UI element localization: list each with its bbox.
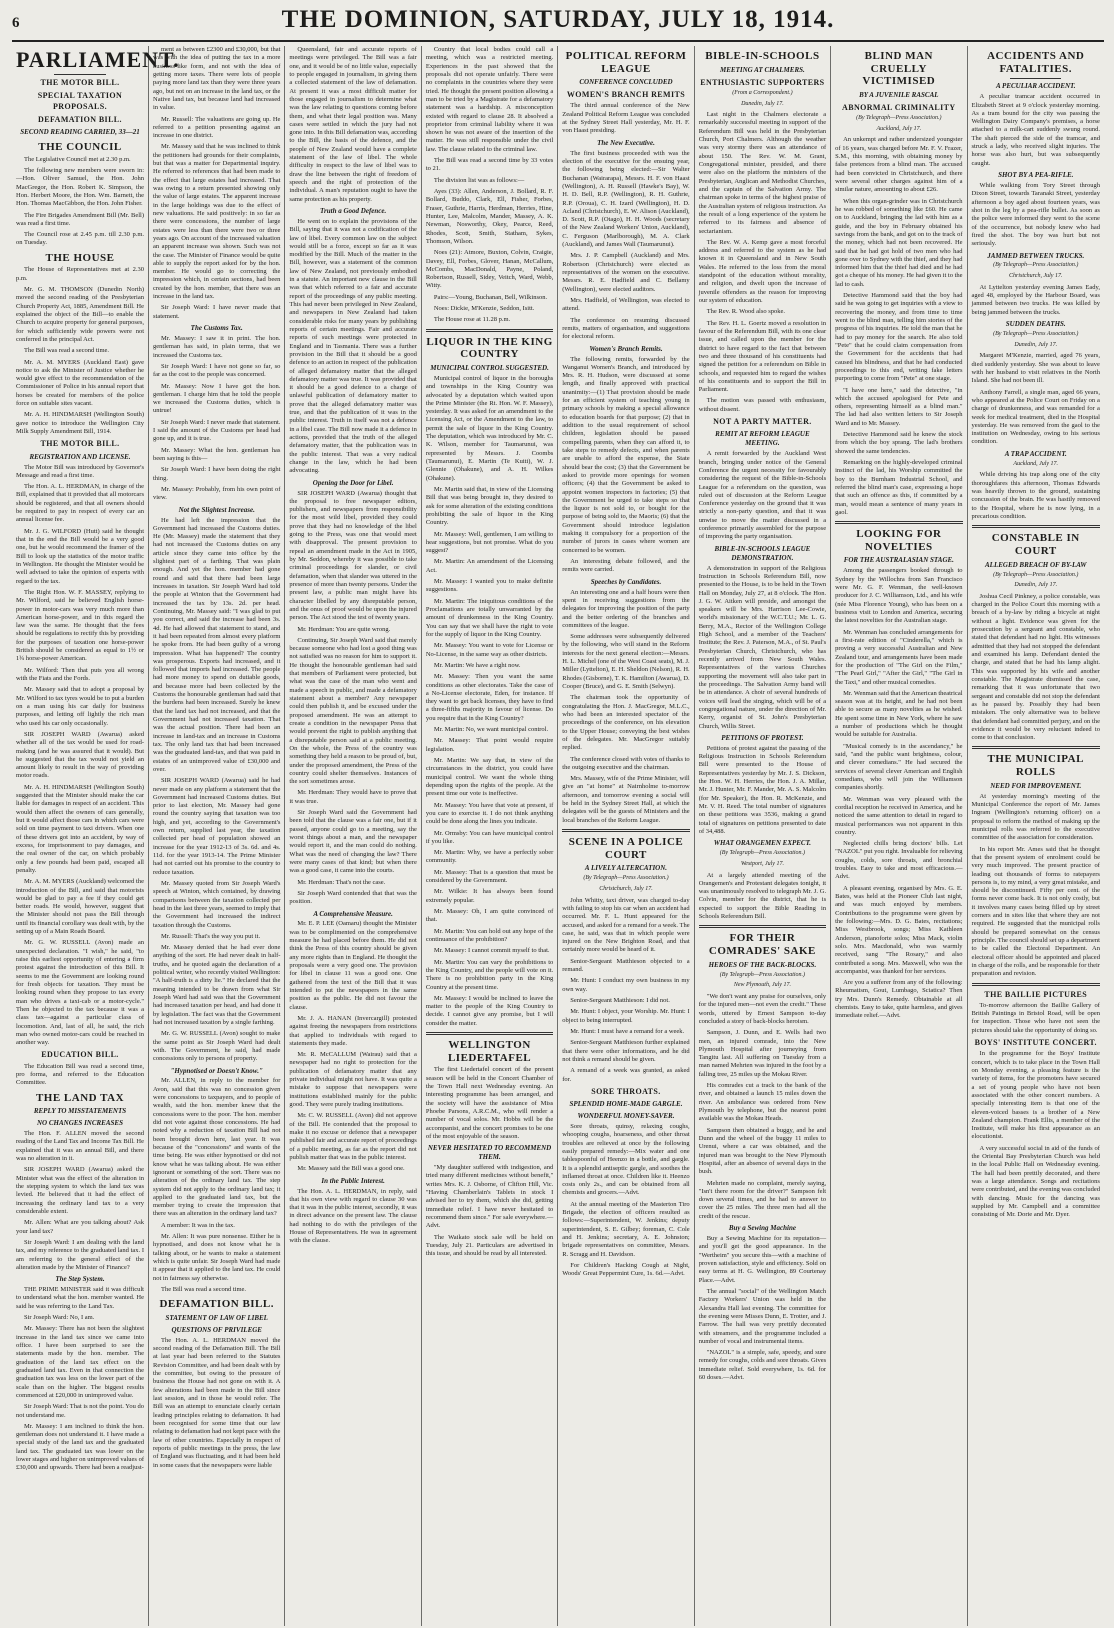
paragraph: Queensland, fair and accurate reports of meetings were privileged. The Bill was a fair one, and it would be of no little value, especially to people engaged in journalism, in giving them a collected statement of the law of defamation. At present it was a most difficult matter for those engaged in journalism to determine what was the law relating to questions coming before them, and what their legal position was. Many cases were settled in which the jury had not gone into. In this Bill defamation was, according to the Bill, the basis of the defence, and the people of New Zealand would have a complete statement of the law of libel. The whole difficulty in respect to the law of libel was to draw the line between the right of freedom of speech and the right of protection of the individual. A man's reputation ought to have the same protection as his property. — [289, 46, 417, 203]
page-number: 6 — [12, 15, 20, 31]
paragraph: The Waikato stock sale will be held on Tuesday, July 21. Particulars are advertised in this issue, and should be read by all interested. — [425, 1233, 554, 1258]
paragraph: Mr. Massey: I cannot commit myself to that. — [433, 947, 550, 955]
paragraph: Mr. Martin: The iniquitous conditions of the Proclamations are totally unwarranted by the amount of drunkenness in the King Country. You can say that we shall have the right to vote for the supply of liquor in the King Country. — [425, 597, 554, 638]
paragraph: "NAZOL" is a simple, safe, speedy, and sure remedy for coughs, colds and sore throats. Gives immediate relief. Sold everywhere, 1s. 6d. for 60 doses.—Advt. — [698, 1349, 827, 1382]
headline-police-court: SCENE IN A POLICE COURT — [568, 836, 684, 861]
parliament-headline: PARLIAMENT. — [16, 47, 180, 72]
paragraph: Senior-Sergeant Matthieson further explained that there were other informations, and he did not think a remand should be given. — [562, 1039, 690, 1063]
paragraph: His comrades cut a track to the bank of the river, and obtained a launch 15 miles down the river. An ambulance was ordered from New Plymouth by telephone, but the nearest point available was the Mokau Heads. — [698, 1082, 827, 1123]
paragraph: Sir Joseph Ward: I have not gone so far, so far as the cost to the people was concerned. — [153, 362, 281, 379]
paragraph: Sampson then obtained a buggy, and he and Dunn and the wheel of the buggy 11 miles to Urenui, where a car was obtained, and the injured man was brought to the New Plymouth Hospital, after an absence of several days in the bush. — [698, 1126, 827, 1176]
paragraph: ment as between £2300 and £30,000, but that was with the idea of putting the tax in a more business-like form, and not with the idea of getting more taxes. There were lots of people paying more land tax than they were three years ago, but not on an increase in the land tax, or the Native land tax, but because land had increased in value. — [153, 46, 281, 112]
paragraph: Mr. Massey: I wanted you to make definite suggestions. — [425, 578, 554, 594]
headline-comrades-sake: FOR THEIR COMRADES' SAKE — [708, 932, 816, 958]
paragraph: Mr. Wilford: Then that puts you all wrong with the Fiats and the Fords. — [16, 666, 144, 683]
section-head-education: EDUCATION BILL. — [41, 1050, 119, 1060]
paragraph: "I have one here," said the detective, "in which the accused apologised for Pete and others, representing himself as a blind man." The lad had also written letters to Sir Joseph Ward and to Mr. Massey. — [835, 386, 963, 427]
paragraph: Sir Joseph Ward said the Government had been told that the clause was a fair one, but if it passed, anyone could go to a meeting, say the worst things about a man, and the newspaper would report it, and the man could do nothing. What was the need of changing the law? There were many cases of that kind; but when there was a good case, it came into the courts. — [289, 809, 417, 875]
paragraph: Mr. Hunt: I must have a remand for a week. — [570, 1027, 685, 1035]
paragraph: The House of Representatives met at 2.30 p.m. — [16, 266, 144, 282]
press-credit: (By Telegraph—Press Association.) — [856, 115, 942, 122]
paragraph: Mr. Hunt: I conduct my own business in my own way. — [562, 977, 690, 993]
column-1 — [12, 46, 180, 1626]
paragraph: In the programme for the Boys' Institute concert, which is to take place in the Town Hall on Monday evening, a pleasing feature is the variety of items, for the promoters have secured a set of young people who have not been associated with the other concert numbers. A specially interesting item is that one of the eleven-voiced basses is a brother of a New Zealand champion. Frank Ellis, a member of the Institute, will make his first appearance as an elocutionist. — [971, 1050, 1100, 1141]
paragraph: The Hon. A. L. HERDMAN moved the second reading of the Defamation Bill. The Bill at last year had been referred to the Statutes Revision Committee, and had been dealt with by the committee, but owing to the pressure of business the House had not gone on with it. A few alterations had been made in the Bill since last session, and in those he would refer. The Bill was an attempt to enunciate clearly certain leading principles relating to defamation. It had been recognised for some time that our law relating to defamation had not kept pace with the law of other countries. Especially in respect of reports of public meetings in the press, the law of England was fluctuating, and it had been held in some cases that the newspapers were liable — [153, 1336, 281, 1469]
subhead-never-hesitated: NEVER HESITATED TO RECOMMEND THEM. — [427, 1144, 552, 1162]
paragraph: Country that local bodies could call a meeting, which was a restricted meeting. Experiences in the past showed that the proposals did not operate unfairly. There were no complaints in the countries where they were tried. He thought the present position allowing a man to be tried by a Magistrate for a defamatory statement was a hardship. A misconception existed with regard to clause 28. It absolved a proprietor from criminal liability where it was shown he was not aware of the insertion of the matter. He was still responsible under the civil law. The clause related to the criminal law. — [425, 46, 554, 153]
paragraph: Detective Hammond said he knew the stock from which the boy sprang. The lad's brothers showed the same tendencies. — [835, 431, 963, 455]
paragraph: The annual "social" of the Wellington Match Factory Workers' Union was held in the Alexandra Hall last evening. The committee for the evening were Misses Dunn, E. Trotter, and J. Farrow. The hall was very prettily decorated with streamers, and the programme included a number of vocal and instrumental items. — [698, 1287, 827, 1345]
paragraph: An unkempt and rather undersized youngster of 16 years, was charged before Mr. F. V. Frazer, S.M., this morning, with obtaining money by false pretences from a blind man. The accused had been convicted in Christchurch, and there were several other charges against him of a similar nature, amounting to about £26. — [835, 136, 963, 194]
paragraph: The Bill was read a second time. — [161, 1285, 247, 1293]
paragraph: Mr. J. A. HANAN (Invercargill) protested against freeing the newspapers from restrictions that applied to individuals with regard to statements they made. — [289, 1014, 417, 1047]
paragraph: Neglected chills bring doctors' bills. Let "NAZOL" put you right. Invaluable for relieving coughs, colds, sore throats, and bronchial troubles. Easy to take and most efficacious.—Advt. — [835, 840, 963, 881]
paragraph: Mr. Massey: That point would require legislation. — [425, 737, 554, 753]
paragraph: "My daughter suffered with indigestion, and tried many different medicines without benefit," writes Mrs. K. J. Osborne, of Clifton Hill, Vic. "Having Chamberlain's Tablets in stock I advised her to try them, which she did, getting immediate relief. I have never hesitated to recommend them since." For sale everywhere.—Advt. — [425, 1164, 554, 1230]
paragraph: Mr. Ormsby: You can have municipal control if you like. — [425, 829, 554, 845]
subhead-remit: REMIT AT REFORM LEAGUE MEETING. — [715, 430, 810, 448]
paragraph: Sir Joseph Ward: That is not the point. You do not understand me. — [16, 1403, 144, 1419]
subhead-privilege: QUESTIONS OF PRIVILEGE — [171, 1325, 262, 1334]
paragraph: Mr. Massey: You want to vote for License or No-License, in the same way as other districts. — [425, 642, 554, 658]
paragraph: Mr. G. W. RUSSELL (Avon) sought to make the same point as Sir Joseph Ward had dealt with. The Government, he said, had made concessions only to persons of property. — [153, 1030, 281, 1063]
paragraph: Mr. Massey: There has not been the slightest increase in the land tax since we came into office. I have been surprised to see the statements made by the hon. member. The graduation of the land tax effect on the graduated land tax. Even in that connection the graduation tax was less on the lower part of the scale than on the higher. The biggest results commenced at £20,000 in unimproved value. — [16, 1325, 144, 1399]
paragraph: Mrs. Hadfield, of Wellington, was elected to attend. — [562, 296, 690, 313]
paragraph: Mr. Martin: We say that, in view of the circumstances in the district, you could have municipal control. We want the whole thing depending upon the rights of the people. At the present time our vote is ineffective. — [425, 757, 554, 798]
paragraph: The Legislative Council met at 2.30 p.m. — [24, 155, 131, 163]
paragraph: Mehrten made no complaint, merely saying, "Isn't there room for the driver?" Sampson felt down several times, and he had to answer to cover the 25 miles. The three men had all the credit of the rescue. — [698, 1179, 827, 1220]
paragraph: The Education Bill was read a second time, pro forma, and referred to the Education Committee. — [16, 1062, 144, 1087]
paragraph: For Children's Hacking Cough at Night, Woods' Great Peppermint Cure, 1s. 6d.—Advt. — [562, 1261, 690, 1278]
paragraph: Mr. Massey: You have that vote at present, if you care to exercise it. I do not think anything could be done along the lines you indicate. — [425, 801, 554, 826]
paragraph: Sir Joseph Ward: I have never made that statement. — [153, 304, 281, 320]
subhead-womens-remits: Women's Branch Remits. — [589, 344, 663, 353]
paragraph: The third annual conference of the New Zealand Political Reform League was concluded at the Sydney Street Hall yesterday, Mr. H. F. von Haast presiding. — [562, 102, 690, 135]
subhead-jammed: JAMMED BETWEEN TRUCKS. — [987, 251, 1085, 260]
subhead-juvenile-rascal: BY A JUVENILE RASCAL — [859, 90, 939, 99]
press-credit: (By Telegraph—Press Association.) — [719, 850, 806, 857]
paragraph: The Bill was read a second time by 33 votes to 21. — [425, 157, 554, 173]
paragraph: SIR JOSEPH WARD (Awarua) asked the Minister what was the effect of the alteration in the stepping system to which the land tax was levied. He believed that it had the effect of increasing the ordinary land tax to a very considerable extent. — [16, 1166, 144, 1215]
paragraph: Mr. Allen: It was pure nonsense. Either he is hypnotised, and does not know what he is talking about, or he wants to make a statement which is quite unfair. Sir Joseph Ward had made it appear that it applied to the land tax. He could not in fairness say otherwise. — [153, 1233, 281, 1282]
paragraph: The Rev. W. A. Kemp gave a most forceful address and referred to the system as he had known it in Queensland and in New South Wales. He referred to the loss from the moral standpoint of the education without morality, and religion, and dwelt upon the increase of juvenile offenders as the reason for improving our system of education. — [698, 238, 827, 305]
subhead-peculiar-accident: A PECULIAR ACCIDENT. — [996, 82, 1076, 91]
paragraph: Mr. Massey: Probably, from his own point of view. — [153, 485, 281, 502]
headline-boys-institute: BOYS' INSTITUTE CONCERT. — [974, 1038, 1097, 1048]
paragraph: Continuing, Sir Joseph Ward said that merely because someone who had lost a good thing was not satisfied was no reason for him to support it. He thought the honourable gentleman had said that members of Parliament were protected, but what was the case of the man who went and made a speech in public, and made a defamatory statement about a member? Any newspaper could then publish it, and be excused under the proposed amendment. He was an attempt to create a condition in the newspaper Press that would prevent the right to publish anything that a disreputable person said at a public meeting. On the whole, the Press of the country was something they held a reason to be proud of, but, under the proposed amendment, the Press of the country could shelter themselves. Instances of the sort sometimes arose. — [289, 636, 417, 786]
headline-political-reform: POLITICAL REFORM LEAGUE — [565, 50, 687, 75]
paragraph: The House rose at 11.28 p.m. — [433, 316, 511, 324]
dateline: Dunedin, July 17. — [741, 100, 784, 107]
dateline: Christchurch, July 17. — [1009, 273, 1063, 280]
paragraph: Among the passengers booked through to Sydney by the Willochra from San Francisco were Mr. G. F. Wenman, the well-known producer for J. C. Williamson, Ltd., and his wife (née Miss Florence Young), who has been on a business visit to London and America, securing the latest novelties for the Australian stage. — [835, 567, 963, 625]
dateline: Christchurch, July 17. — [599, 885, 653, 892]
column-3 — [285, 46, 421, 1626]
paragraph: Some addresses were subsequently delivered by the following, who will stand in the Reform interests for the next general election:—Messrs. H. L. Michel (one of the West Coast seats), M. J. Miller (Lyttelton), E. H. Sheldon (Nelson), R. H. Rhodes (Gisborne), T. K. Hamilton (Awarua), D. Cooper (Bruce), and G. E. Smith (Selwyn). — [562, 633, 690, 691]
press-credit: (By Telegraph—Press Association.) — [583, 875, 669, 882]
section-head-motor-bill: THE MOTOR BILL. — [40, 439, 120, 449]
paragraph: Mr. Massey said that to adopt a proposal by Mr. Wilford to tax tyres would be to put a burden on a man using his car daily for business purposes, and letting off lightly the rich man who used his car only occasionally. — [16, 686, 144, 727]
paragraph: Mr. R. McCALLUM (Wairau) said that a newspaper had no right to protection for the publication of defamatory matter that any private individual might not have. It was quite a mistake to suppose that newspapers were institutions established mainly for the public good. They were purely trading institutions. — [289, 1051, 417, 1109]
dateline: Dunedin, July 17. — [1014, 341, 1058, 348]
paragraph: A remand of a week was granted, as asked for. — [562, 1067, 690, 1083]
subhead-law-of-libel: STATEMENT OF LAW OF LIBEL — [165, 1313, 268, 1322]
paragraph: Mr. Massey: That is a question that must be considered by the Government. — [425, 868, 554, 885]
ad-subhead-money-saver: WONDERFUL MONEY-SAVER. — [577, 1112, 675, 1121]
paragraph: Mr. Wenman said that the American theatrical season was at its height, and he had not been able to secure as many novelties as he wished. He spent some time in New York, where he saw a number of productions which he thought would be suitable for Australia. — [835, 689, 963, 739]
paragraph: The chairman took the opportunity of congratulating the Hon. J. MacGregor, M.L.C., who had been an interested spectator of the proceedings of the conference, on his elevation to the Upper House; conveying the best wishes of the delegates. Mr. MacGregor suitably replied. — [562, 694, 690, 752]
paragraph: "We don't want any praise for ourselves, only for the injured men—not even the credit." These words, uttered by Ernest Sampson to-day concluded a story of back-blocks heroism. — [698, 992, 827, 1025]
paragraph: A member: It was in the tax. — [161, 1221, 235, 1229]
press-credit: (By Telegraph—Press Association.) — [993, 262, 1079, 269]
paragraph: The division list was as follows:— — [433, 176, 525, 184]
press-credit: (From a Correspondent.) — [732, 89, 793, 96]
paragraph: Mr. Martin: Why, we have a perfectly sober community. — [425, 849, 554, 865]
column-2 — [149, 46, 285, 1626]
headline-novelties: LOOKING FOR NOVELTIES — [856, 528, 942, 553]
paragraph: Sir Joseph Ward: I never made that statement. I said the amount of the Customs per head had gone up, and it is true. — [153, 418, 281, 443]
subhead-second-reading: SECOND READING CARRIED, 33—21 — [20, 128, 140, 137]
paragraph: Remarking on the highly-developed criminal instinct of the lad, his Worship committed the boy to the Burnham Industrial School, and referred the blind man's case, expressing a hope that such an offence as this, if committed by a man, would mean a sentence of many years in gaol. — [835, 459, 963, 516]
subhead-conference: CONFERENCE CONCLUDED — [579, 78, 673, 87]
paragraph: At a largely attended meeting of the Orangemen's and Protestant delegates tonight, it was unanimously resolved to telegraph Mr. J. G. Colvin, member for the district, that he is expected to support the Bible Reading in Schools Referendum Bill. — [698, 871, 827, 921]
paragraph: A demonstration in support of the Religious Instruction in Schools Referendum Bill, now presented to the House, is to be held in the Town Hall on Monday, July 27, at 8 o'clock. The Hon. J. G. W. Aitken will preside, and amongst the speakers will be Mrs. Harrison Lee-Cowie, world's missionary of the W.C.T.U.; Mr. L. G. Berry, M.A., Rector of the Wellington College High School, and a member of the Teachers' Institute; the Rev. J. Paterson, M.A., of St. Paul's Presbyterian Church, Christchurch, who has recently arrived from New South Wales. Representatives of the various Churches supporting the movement will also take part in the proceedings. The Salvation Army band will be in attendance. A choir of several hundreds of voices will lead the singing, which will be of a congregational nature, under the direction of Mr. Kerry, organist of St. John's Presbyterian Church, Willis Street. — [698, 564, 827, 730]
paragraph: Mr. ALLEN, in reply to the member for Avon, said that this was no concession given were concessions to taxpayers, and to people of wealth, said the hon. member knew that the concessions were to the poor. The hon. member did not vote against those concessions. He had noted why a reduction of taxation Bill had not been brought down here, last year. It was because of the "concessions" and wants of the time being. He was either hypnotised or did not know what he was talking about. He was either ignorant or something of the sort. There was no alteration of the ordinary land tax. The step system did not apply to the ordinary land tax; it applied to the graduated land tax, but the member trying to create the impression that there was an alteration in the ordinary land tax? — [153, 1077, 281, 1218]
paragraph: Mr. Herdman: They would have to prove that it was true. — [289, 789, 417, 805]
paragraph: A remit forwarded by the Auckland West branch, bringing under notice of the General Conference the urgent necessity for favourably considering the request of the Bible-in-Schools League for a referendum on the question, was ruled out of discussion at the Reform League Conference yesterday on the ground that it was strictly a non-party question, and that it was unwise to move the matter discussed in a conference primarily assembled for the purpose of improving the party organisation. — [698, 450, 827, 541]
paragraph: Ayes (33): Allen, Anderson, J. Bollard, R. F. Bollard, Buddo, Clark, Ell, Fisher, Forbes, Fraser, Guthrie, Harris, Herdman, Herries, Hine, Hunter, Lee, Malcolm, Mander, Massey, A. K. Newman, Nosworthy, Okey, Pearce, Reed, Rhodes, Scott, Smith, Statham, Sykes, Thomson, Wilson. — [425, 188, 554, 245]
subhead-taxation: SPECIAL TAXATION PROPOSALS. — [37, 91, 123, 111]
paragraph: While driving his trap along one of the city thoroughfares this afternoon, Thomas Edwards was heavily thrown to the ground, sustaining concussion of the brain. He was hastily removed to the Hospital, where he is now lying, in a precarious condition. — [971, 471, 1100, 520]
subhead-improvement: NEED FOR IMPROVEMENT. — [990, 781, 1082, 790]
paragraph: Mr. Hunt: I object, your Worship. Mr. Hunt: I object to being interrupted. — [562, 1008, 690, 1024]
section-head-house: THE HOUSE — [45, 251, 115, 264]
section-head-land-tax: THE LAND TAX — [35, 1091, 125, 1104]
subhead-australasian-stage: FOR THE AUSTRALASIAN STAGE. — [843, 556, 954, 565]
paragraph: Mr. E. P. LEE (Oamaru) thought the Minister was to be complimented on the comprehensive measure he had placed before them. He did not think the Press of this country should be given any more rights than in England. He thought the proposals were a very good one. The provision for libel in clause 11 was a good one. One gathered from the text of the Bill that it was intended to put the newspapers in the same position as the public. He did not favour the clause. — [289, 920, 417, 1011]
press-credit: (By Telegraph—Press Association.) — [719, 971, 806, 978]
paragraph: Are you a sufferer from any of the following: Rheumatism, Gout, Lumbago, Sciatica? Then try Mrs. Dunn's Remedy. Obtainable at all chemists. Easy to take, quite harmless, and gives immediate relief.—Advt. — [835, 979, 963, 1020]
paragraph: The conference closed with votes of thanks to the outgoing executive and the chairman. — [562, 755, 690, 771]
paragraph: The Right Hon. W. F. MASSEY, replying to Mr. Wilford, said he believed English horse-power in motor-cars was very much more than American horse-power, and in this regard the law was the same. He thought that the fees should be regulations to rectify this by providing for the purposes of taxation one horse-power British should be considered as equal to 1½ or 1¾ horse-power American. — [16, 588, 144, 663]
paragraph: Mr. Massey: I saw it in print. The hon. gentleman has said, in plain terms, that we increased the Customs tax. — [153, 334, 281, 359]
section-head-council: THE COUNCIL — [38, 140, 122, 153]
subhead-orangemen: WHAT ORANGEMEN EXPECT. — [713, 839, 811, 848]
subhead-demonstration: BIBLE-IN-SCHOOLS LEAGUE DEMONSTRATION. — [714, 544, 811, 562]
subhead-womens-branch: WOMEN'S BRANCH REMITS — [566, 90, 686, 100]
paragraph: Mr. A. H. HINDMARSH (Wellington South) gave notice to introduce the Wellington City Milk Supply Amendment Bill, 1914. — [16, 411, 144, 436]
paragraph: Mrs. Massey, wife of the Prime Minister, will give an "at home" at Nairnholme to-morrow afternoon, and tomorrow evening a social will be held in the Sydney Street Hall, at which the delegates will be the guests of Ministers and the local branches of the Reform League. — [562, 775, 690, 824]
paragraph: Mr. G. W. RUSSELL (Avon) made an unexpected declaration. "I wish," he said, "to raise this earliest opportunity of entering a firm protest against the introduction of this Bill. It seems to me the Government are looking round for fresh objects for taxation. They must be looking round when they propose to tax every man who drives a taxi-cab or a motor-cycle." Then he objected to the tax because it was a class tax—against a particular class of locomotion. And, last of all, he said, the rich man who owned motor-cars could be reached in another way. — [16, 939, 144, 1047]
paragraph: Mr. Herdman: You are quite wrong. — [297, 625, 391, 633]
paragraph: The Fire Brigades Amendment Bill (Mr. Bell) was read a first time. — [16, 211, 144, 227]
paragraph: Mr. Massey: I would be inclined to leave the matter to the people of the King Country to decide. I cannot give any promise, but I will consider the matter. — [425, 994, 554, 1027]
subhead-defamation: DEFAMATION BILL. — [38, 114, 122, 124]
paragraph: Mr. Massey quoted from Sir Joseph Ward's speech at Winton, which contained, by drawing comparisons between the taxation collected per head in the last three years, seemed to imply that the Government had increased the indirect taxation through the Customs. — [153, 879, 281, 929]
paragraph: Sir Joseph Ward: I am dealing with the land tax, and my reference to the graduated land tax. I am referring to the general effect of the alteration made by the Minister of Finance? — [16, 1238, 144, 1271]
subhead-truth-defence: Truth a Good Defence. — [320, 206, 387, 215]
paragraph: Mr. Massey: Now I have got the hon. gentleman. I charge him that he told the people we increased the Customs duties, which is untrue! — [153, 382, 281, 415]
dateline: Westport, July 17. — [740, 860, 784, 867]
paragraph: Buy a Sewing Machine for its reputation—and you'll get the good appearance. In the "Wertheim" you secure this—with a machine of proven satisfaction, style and efficiency. Sold on easy terms at H. G. Wellington, 89 Courtenay Place.—Advt. — [698, 1235, 827, 1284]
paragraph: At Lyttelton yesterday evening James Eady, aged 48, employed by the Harbour Board, was jammed between two trucks. He was killed by being jammed between the trucks. — [971, 283, 1100, 316]
subhead-new-executive: The New Executive. — [597, 138, 655, 147]
paragraph: Mr. Martin: An amendment of the Licensing Act. — [425, 558, 554, 574]
paragraph: The first Liedertafel concert of the present season will be held in the Concert Chamber of the Town Hall next Wednesday evening. An interesting programme has been arranged, and the society will have the assistance of Miss Phoebe Parsons, A.R.C.M., who will render a number of vocal solos. Mr. Hobbs will be the accompanist, and the concert promises to be one of the most enjoyable of the season. — [425, 1066, 554, 1140]
paragraph: Mr. Martin said that, in view of the Licensing Bill that was being brought in, they desired to ask for some alteration of the existing conditions prohibiting the sale of liquor in the King Country. — [425, 485, 554, 527]
paragraph: Mr. Massey: Oh, I am quite convinced of that. — [425, 908, 554, 924]
paragraph: Mr. Massey denied that he had ever done anything of the sort. He had never dealt in half-truths, and he quoted again the declaration of a political writer, who recently visited Wellington: "A half-truth is a dirty lie." He declared that the meaning intended to be drawn from what Sir Joseph Ward had said was that the Government had increased taxation per head, and had done it by legislation. The fact was that the Government had not increased taxation by a single farthing. — [153, 944, 281, 1026]
ad-head-sore-throats: SORE THROATS. — [591, 1086, 661, 1096]
subhead-by-law: ALLEGED BREACH OF BY-LAW — [985, 560, 1087, 569]
dateline: Auckland, July 17. — [1013, 460, 1059, 467]
column-6 — [695, 46, 831, 1626]
subhead-registration: REGISTRATION AND LICENSE. — [29, 452, 131, 461]
subhead-party-matter: NOT A PARTY MATTER. — [713, 417, 812, 427]
paragraph: Sir Joseph Ward contended that that was the position. — [289, 889, 417, 906]
paragraph: The Hon. F. ALLEN moved the second reading of the Land Tax and Income Tax Bill. He explained that it was an annual Bill, and there was no alteration in it. — [16, 1130, 144, 1163]
paragraph: The Council rose at 2.45 p.m. till 2.30 p.m. on Tuesday. — [16, 231, 144, 247]
paragraph: Mr. Massey said that he was inclined to think the petitioners had grounds for their complaints, but that was a matter for Departmental inquiry. He referred to references that had been made to the effect that large estates had increased. That was owing to a return presented showing only the value of large estates. The apparent increase in the large holdings was due to the effect of new valuations. He said positively: in so far as there were concessions, the number of large estates were less than there were two or three years ago. On account of the increased valuation an apparent increase was shown. Such was not the case. The Minister of Finance would be quite able to supply the report asked for by the hon. member. He would go to correcting the impression which, in certain sections, had been created by the hon. member, that there was an increase in the land tax. — [153, 143, 281, 301]
subhead-misstatements: REPLY TO MISSTATEMENTS — [33, 1107, 127, 1116]
paragraph: Mr. Martin: No, we want municipal control. — [433, 726, 549, 734]
subhead-step-system: The Step System. — [55, 1275, 105, 1284]
headline-constable: CONSTABLE IN COURT — [991, 532, 1080, 557]
headline-accidents: ACCIDENTS AND FATALITIES. — [987, 50, 1085, 75]
paragraph: John Whitty, taxi driver, was charged to-day with failing to stop his car when an accident had occurred. Mr. F. L. Hunt appeared for the accused, and asked for a remand for a week. The case, he said, was that in which people were injured on the New Brighton Road, and that certainly more would be heard of it. — [562, 896, 690, 954]
paragraph: The conference on resuming discussed remits, matters of organisation, and suggestions for electoral reform. — [562, 316, 690, 341]
subhead-slightest-increase: Not the Slightest Increase. — [178, 505, 255, 514]
paragraph: A very successful social in aid of the funds of the Oriental Bay Presbyterian Church was held in the local Public Hall on Wednesday evening. The hall had been prettily decorated, and there was a large attendance. Songs and recitations were contributed, and the evening was concluded with dancing. Music for the dancing was supplied by Mr. Campbell and a committee consisting of Mr. Dorie and Mr. Dyer. — [971, 1144, 1100, 1219]
headline-blind-man: BLIND MAN CRUELLY VICTIMISED — [862, 50, 936, 88]
paragraph: Pairs:—Young, Buchanan, Bell, Wilkinson. — [433, 293, 548, 301]
subhead-back-blocks: HEROES OF THE BACK-BLOCKS. — [708, 960, 817, 969]
section-head-defamation: DEFAMATION BILL. — [159, 1298, 274, 1311]
subhead-supporters: ENTHUSIASTIC SUPPORTERS — [700, 77, 825, 87]
paragraph: Mr. Massey: What the hon. gentleman has been saying is this— — [153, 446, 281, 463]
article-columns — [12, 46, 1104, 1626]
paragraph: Mr. G. M. THOMSON (Dunedin North) moved the second reading of the Presbyterian Church Property Act, 1885, Amendment Bill. He explained the object of the Bill—to enable the Church to acquire property for general purposes, for which sufficiently wide powers were not conferred in the principal Act. — [16, 286, 144, 343]
subhead-abnormal-criminality: ABNORMAL CRIMINALITY — [842, 102, 956, 112]
subhead-no-increases: NO CHANGES INCREASES — [37, 1119, 123, 1128]
paragraph: He had left the impression that the Government had increased the Customs duties. He (Mr. Massey) made the statement that they had not increased the Customs duties on any article since they came into office by the slightest part of a farthing. That was plain enough. And yet the hon. member had gone round and said that there had been large increases in taxation. Sir Joseph Ward had told the people at Winton that the Government had increased the tax by 13s. 2d. per head. Continuing, Mr. Massey said: "I was glad to put you correct, and said the increase had been 3s. 4d. He had allowed that statement to stand, and it had been repeated from almost every platform he spoke from. He had been guilty of a wrong impression. What has happened? The country was prosperous. Exports had increased, and it followed that imports had increased. The people had more money to spend on dutiable goods, and because more had been collected by the Customs the honourable gentleman had said that the burdens had been increased. Surely he knew that the land tax had not increased, and that the Government had not increased taxation. That was the actual position. There had been an increase in land-tax and an increase in Customs tax. The only land tax that had been increased was the graduated land-tax, and that was paid in estates of an unimproved value of £30,000 and over. — [153, 516, 281, 773]
paragraph: Mr. Martin: We have a right now. — [433, 661, 521, 669]
paragraph: Mr. Martin: You can hold out any hope of the continuance of the prohibition? — [425, 927, 554, 943]
dateline: New Plymouth, July 17. — [733, 982, 791, 989]
column-8 — [968, 46, 1104, 1626]
subhead-petitions: PETITIONS OF PROTEST. — [721, 733, 804, 742]
paragraph: THE PRIME MINISTER said it was difficult to understand what the hon. member wanted. He said he was referring to the Land Tax. — [16, 1286, 144, 1310]
paragraph: Petitions of protest against the passing of the Religious Instruction in Schools Referendum Bill were presented to the House of Representatives yesterday by Mr. J. S. Dickson, the Hon. W. H. Herries, the Hon. J. A. Millar, Mr. J. Hunter, Mr. F. Mander, Mr. A. S. Malcolm (for Mr. Speaker), the Hon. R. McKenzie, and Mr. V. H. Reed. The total number of signatures on these petitions was 3536, making a grand total of signatures on petitions presented to date of 34,488. — [698, 744, 827, 835]
press-credit: (By Telegraph—Press Association.) — [993, 331, 1079, 337]
ad-subhead-gargle: SPLENDID HOME-MADE GARGLE. — [569, 1100, 683, 1109]
paragraph: Sampson, J. Dunn, and E. Wells had two men, an injured comrade, into the New Plymouth Hospital after journeying from Tangitu last. All suffering on Tuesday from a man named Mehrten was injured in the foot by a falling tree, 25 miles up the Mokau River. — [698, 1029, 827, 1078]
paragraph: The Rev. H. L. Goertz moved a resolution in favour of the Referendum Bill, with its one clear issue, and called upon the member for the district to have regard to the fact that between two and three thousand of his constituents had signed the petition for a referendum on Bible in schools, and requested him to regard the wishes of his constituents and to support the Bill in Parliament. — [698, 319, 827, 394]
dateline: Dunedin, July 17. — [1014, 582, 1058, 589]
paragraph: Mr. A. M. MYERS (Auckland East) gave notice to ask the Minister of Justice whether he would give effect to the recommendation of the Commissioner of Police in his annual report that horses be created for members of the police force on suitable sites vacant. — [16, 358, 144, 408]
subhead-comprehensive-measure: A Comprehensive Measure. — [313, 909, 393, 918]
subhead-candidates: Speeches by Candidates. — [590, 577, 662, 586]
paragraph: Senior-Sergeant Matthieson objected to a remand. — [562, 957, 690, 974]
paragraph: Mr. Russell: That's the way you put it. — [161, 932, 261, 940]
paragraph: At the annual meeting of the Masterton Tiro Brigade, the election of officers resulted as follows:—Superintendent, W. Jenkins; deputy superintendent, S. E. Gilbey; foreman, C. Cole and H. Jenkins; secretary, A. E. Johnston; brigade representatives on committee, Messrs. R. Scragg and H. Davidson. — [562, 1200, 690, 1258]
newspaper-title: THE DOMINION, SATURDAY, JULY 18, 1914. — [281, 6, 835, 33]
paragraph: Sore throats, quinsy, relaxing coughs, whooping coughs, hoarseness, and other throat troubles are relieved at once by the following easily prepared remedy:—Mix water and one tablespoonful of Heenzo in a bottle, and gargle. It is a splendid antiseptic gargle, and soothes the inflamed throat at once. Children like it. Heenzo costs only 2s., and can be obtained from all chemists and grocers.—Advt. — [562, 1122, 690, 1197]
paragraph: Joshua Cecil Pinkney, a police constable, was charged in the Police Court this morning with a breach of a by-law by riding a bicycle at night without a light. Evidence was given for the prosecution by a sergeant and constable, who stated that defendant had no light. His witnesses admitted that they had not stopped the defendant and examined his lamp. Defendant denied the charge, and stated that he had his lamp alight. This was supported by his wife and another constable. The Magistrate dismissed the case, remarking that it was unfortunate that two sergeant and constable did not stop the defendant as he passed by. Possibly they had been mistaken. The only alternative was to believe that defendant had committed perjury, and on the evidence it would be very reluctant indeed to come to that conclusion. — [971, 592, 1100, 742]
subhead-pea-rifle: SHOT BY A PEA-RIFLE. — [998, 171, 1074, 180]
paragraph: Sir Joseph Ward: No, I am. — [24, 1314, 95, 1322]
paragraph: SIR JOSEPH WARD (Awarua) said he had never made on any platform a statement that the Government had increased Customs duties. But prior to last election, Mr. Massey had gone round the country saying that taxation was too high, and yet, according to the Government's own return, supplied last year, the taxation collected per head of population showed an increase for the year 1912-13 of 3s. 6d. and 4s. 11d. for the year 1913-14. The Prime Minister had not carried out his promise to the country to reduce taxation. — [153, 777, 281, 876]
subhead-public-interest: In the Public Interest. — [321, 1176, 385, 1185]
subhead-hypnotised: "Hypnotised or Doesn't Know." — [170, 1066, 263, 1075]
subhead-municipal-control: MUNICIPAL CONTROL SUGGESTED. — [430, 363, 549, 372]
paragraph: Senior-Sergeant Matthieson: I did not. — [570, 997, 670, 1005]
press-credit: (By Telegraph—Press Association.) — [993, 571, 1079, 578]
paragraph: An interesting one and a half hours were then spent in receiving suggestions from the delegates for improving the position of the party and the better ordering of the branches and committees of the league. — [562, 588, 690, 629]
paragraph: Mr. Russell: The valuations are going up. He referred to a petition presenting against an increase in one district. — [153, 115, 281, 140]
subhead-trap-accident: A TRAP ACCIDENT. — [1004, 449, 1067, 458]
paragraph: The following new members were sworn in:—Hon. Oliver Samuel, the Hon. John MacGregor, the Hon. Robert K. Simpson, the Hon. Herbert Moore, the Hon. Wm. Barnett, the Hon. Thomas MacGibbon, the Hon. John Fisher. — [16, 166, 144, 208]
subhead-chalmers: MEETING AT CHALMERS. — [720, 65, 805, 74]
headline-liquor-king-country: LIQUOR IN THE KING COUNTRY — [426, 335, 553, 361]
paragraph: Mr. J. G. WILFORD (Hutt) said he thought that in the end the Bill would be a very good one, but he would recommend the framer of the Bill to look up the statistics of the motor traffic in Wellington. He thought the Minister would be well advised to take the opinion of experts with regard to the tax. — [16, 527, 144, 585]
paragraph: Mr. A. M. MYERS (Auckland) welcomed the introduction of the Bill, and said that motorists would be glad to pay a fee if they could get better roads. He would, however, suggest that the Minister should not pass the Bill through until its financial corollary was dealt with, by the setting up of a Main Roads Board. — [16, 878, 144, 936]
headline-liedertafel: WELLINGTON LIEDERTAFEL — [447, 1039, 532, 1064]
subhead-customs-tax: The Customs Tax. — [190, 324, 243, 332]
paragraph: Mr. Herdman: That's not the case. — [297, 878, 386, 886]
paragraph: The Hon. A. L. HERDMAN, in charge of the Bill, explained that it provided that all motorcars should be registered, and that all owners should be required to pay in respect of every car an annual license fee. — [16, 483, 144, 524]
paragraph: Mr. A. H. HINDMARSH (Wellington South) suggested that the Minister should make the car liable for damages in respect of an accident. This would then affect the owners of cars generally, but it would affect those cars in which cars were sold on time payment to taxi drivers. When one of these drivers got into an accident, by way of excess, for imprisonment to pay damages, and the real owner of the car, on which probably only a few pounds had been paid, escaped all penalty. — [16, 783, 144, 874]
paragraph: The first business proceeded with was the election of the executive for the ensuing year, the following being elected:—Sir Walter Buchanan (Wairarapa), Messrs. H. F. von Haast (Wellington), A. H. Russell (Hawke's Bay), W. H. D. Bell, R.P. (Wellington), R. H. Guthrie, R.P. (Oroua), C. H. Izard (Wellington), H. D. Acland (Christchurch), E. W. Alison (Auckland), D. Scott, R.P. (Otago), H. H. Woods (secretary of the New Zealand Workers' Union, Auckland), C. Ferguson (Marlborough), M. A. Clark (Auckland), and James Wall (Taumarunui). — [562, 149, 690, 249]
paragraph: The Hon. A. L. HERDMAN, in reply, said that his own view with regard to clause 30 was that it was in the public interest, secondly, it was in direct advance on the present law. The clause had nothing to do with the privileges of the House of Representatives. He was in agreement with the clause. — [289, 1187, 417, 1245]
paragraph: "Musical comedy is in the ascendancy," he said, "and the public want brightness, colour, and clever comedians." He had secured the services of several clever American and English comedians, who will join the Williamson companies shortly. — [835, 742, 963, 792]
paragraph: In his report Mr. Ames said that he thought that the present system of enrolment could be very much improved. The present practice of leading out thousands of forms to ratepayers persons is, to my mind, a very great mistake, and should be discontinued. Fifty per cent. of the forms never come back. It is not only costly, but it involves many cases being filled up by street corners and in sites like that where they are not required. He suggested that the municipal rolls should be prepared somewhat on the census principle. The council should set up a department to be called the Electoral Department. An electoral officer should be appointed and placed in charge of the rolls, and be responsible for their preparation and revision. — [971, 845, 1100, 978]
paragraph: Mr. Wenman was very pleased with the cordial reception he received in America, and he noticed the same attention to detail in regard to musical performances was not apparent in this country. — [835, 795, 963, 836]
subhead-altercation: A LIVELY ALTERCATION. — [584, 864, 668, 873]
dateline: Auckland, July 17. — [876, 125, 922, 132]
paragraph: Mr. Massey: Well, gentlemen, I am willing to hear suggestions, but not promise. What do you suggest? — [425, 530, 554, 555]
paragraph: SIR JOSEPH WARD (Awarua) asked whether all of the tax would be used for road-making (and he was assured that it would). But he suggested that the tax would not yield an amount likely to result in the way of providing motor roads. — [16, 730, 144, 780]
headline-baillie-pictures: THE BAILLIE PICTURES — [984, 989, 1088, 999]
paragraph: Mrs. J. P. Campbell (Auckland) and Mrs. Robertson (Christchurch) were elected as representatives of the women on the executive. Messrs. R. E. Hadfield and C. Bellamy (Wellington), were elected auditors. — [562, 252, 690, 293]
paragraph: Noes (21): Atmore, Buxton, Colvin, Craigie, Davey, Ell, Forbes, Glover, Hanan, McCallum, McCombs, MacDonald, Payne, Poland, Robertson, Russell, Sidey, Veitch, Ward, Webb, Witty. — [425, 249, 554, 290]
paragraph: To-morrow afternoon the Baillie Gallery of British Paintings in Bristol Road, will be open for inspection. Those who have not seen the pictures should take the opportunity of doing so. — [971, 1001, 1100, 1034]
column-5 — [558, 46, 694, 1626]
paragraph: When this organ-grinder was in Christchurch he was robbed of something like £60. He came on to Auckland, bringing the lad with him as a guide, and the boy in February obtained his savings from the bank, and got on to the track of the money, which had not been recovered. He said that he had got hold of two men who had gone over to Sydney with the thief, and they had informed him that the thief had died and he had got a cheque of his money. He had given it to the lad to cash. — [835, 197, 963, 288]
paragraph: Noes: Dickie, M'Kenzie, Seddon, Isitt. — [433, 305, 535, 313]
paragraph: Mr. Massey: Then you want the same conditions as other electorates. Take the case of a No-License electorate, Eden, for instance. If they want to get back licenses, they have to find a three-fifths majority in favour of license. Do you require that in the King Country? — [425, 673, 554, 722]
paragraph: Margaret M'Kenzie, married, aged 76 years, died suddenly yesterday. She was about to leave with her husband to visit relatives in the North Island. She had not been ill. — [971, 352, 1100, 385]
paragraph: The motion was passed with enthusiasm, without dissent. — [698, 397, 827, 413]
paragraph: Mr. Wenman has concluded arrangements for a first-rate edition of "Cinderella," which is proving a very successful Australian and New Zealand tour, and arrangements have been made for the production of "The Girl on the Film," "The Pearl Girl," "After the Girl," "The Girl in the Taxi," and other musical comedies. — [835, 628, 963, 686]
paragraph: Mr. C. W. RUSSELL (Avon) did not approve of the Bill. He contended that the proposal to make it no excuse or defence that a newspaper published fair and accurate report of proceedings of a public meeting, as far as the report did not publish matter that was in the public interest. — [289, 1112, 417, 1161]
paragraph: The Rev. R. Wood also spoke. — [706, 308, 786, 316]
masthead — [12, 6, 1104, 42]
paragraph: A peculiar tramcar accident occurred in Elizabeth Street at 9 o'clock yesterday morning. As a tram bound for the city was passing the Wellington Dairy Company's premises, a horse attached to a milk-cart suddenly swung round. The shaft pierced the side of the tramcar, and struck a lady, who received slight injuries. The horse was also hurt, but was subsequently caught. — [971, 93, 1100, 167]
paragraph: Mr. Wilkie: It has always been found extremely popular. — [425, 888, 554, 904]
paragraph: He went on to explain the provisions of the Bill, saying that it was not a codification of the law of libel. Every common law on the subject would still be a force, except so far as it was modified by the Bill. Much of the matter in the Bill, however, was a statement of the common law of New Zealand, not previously embodied in a statute. An important new clause in the Bill was that which referred to a fair and accurate report of the proceedings of any public meeting. This had never been privileged in New Zealand, and newspapers in New Zealand had taken considerable risks for many years by publishing reports of certain meetings. Fair and accurate reports of such meetings were protected in England and in Tasmania. There was a further provision in the Bill that it should be a good defence to an action in respect of the publication of alleged defamatory matter that the alleged defamatory matter was true. It was provided that it should be a good defence to a charge of unlawful publication of defamatory matter to prove that the alleged defamatory matter was true, and that the publication of it was in the public interest. Truth in itself was not a defence in a libel case. The Bill now made it a defence in actions, provided that the truth of the alleged defamatory matter, that the publication was in the public interest. That was a very radical change in the law, which he had been advocating. — [289, 217, 417, 475]
paragraph: Mr. Martin: You can vary the prohibitions to the King Country, and the people will vote on it. There is no prohibition party in the King Country at the present time. — [425, 958, 554, 991]
paragraph: An interesting debate followed, and the remits were carried. — [562, 558, 690, 574]
paragraph: The Bill was read a second time. — [24, 347, 110, 355]
ad-head-sewing-machine: Buy a Sewing Machine — [728, 1224, 796, 1233]
paragraph: While walking from Tory Street through Dixon Street, towards Taranaki Street, yesterday afternoon a boy aged about fourteen years, was shot in the leg by a pea-rifle bullet. As soon as the police were informed they went to the scene of the occurrence, but nobody knew who had fired the shot. The boy was hurt but not seriously. — [971, 182, 1100, 248]
paragraph: Detective Hammond said that the boy had said he was going to get inquiries with a view to recovering the money, and from time to time went to the blind man, telling him stories of the progress of his inquiries. He told the man that he had to pay money for the search. He also told "Pete" that he could claim compensation from the Government for the accidents that had caused his blindness, and that he had conducted proceedings to this end, writing fake letters purporting to come from "Pete" at one stage. — [835, 292, 963, 383]
paragraph: SIR JOSEPH WARD (Awarua) thought that the proposal to free newspaper editors, publishers, and newspapers from responsibility for the most wild libel, provided they could prove that they had no knowledge of the libel going to the Press, was one that would meet with disapproval. The present provision to repeal an amendment made in the Act in 1905, by Mr. Seddon, whereby it was possible to take criminal proceedings for slander, or civil defamation, when that slander was uttered in the presence of more than twenty persons. Under the present law, a public man might have his character libelled by any disreputable person, and the onus of proof would be upon the injured person. The Act stood the test of twenty years. — [289, 489, 417, 622]
paragraph: The Motor Bill was introduced by Governor's Message and read a first time. — [16, 463, 144, 479]
paragraph: The following remits, forwarded by the Wanganui Women's Branch, and introduced by Mrs. R. H. Hudson, were discussed at some length, and finally approved with practical unanimity:—(1) That provision should be made for an efficient system of teaching young in primary schools by making a special allowance to education boards for that purpose; (2) that in addition to the usual requirement of school children, legislation should be passed compelling parents, when they can afford it, to take steps to remedy defects, and when parents are unable to afford the expense, the State should bear the cost; (3) that the Government be asked to provide more openings for women officers; (4) that the Government be asked to appoint women inspectors in factories; (5) that the Government be urged to take steps so that the liquor is not sold to, or bought for the purpose of being sold to, the Maoris; (6) that the Government should introduce legislation making it compulsory for a proportion of the number of jurors in cases where women are concerned to be women. — [562, 355, 690, 554]
paragraph: Anthony Farrell, a single man, aged 66 years, who appeared at the Police Court on Friday on a charge of drunkenness, and was remanded for a week for medical treatment, died in the Hospital yesterday. He was removed from the gaol to the institution on Wednesday, owing to his serious condition. — [971, 388, 1100, 446]
paragraph: Municipal control of liquor in the boroughs and townships in the King Country was advocated by a deputation which waited upon the Prime Minister (the Rt. Hon. W. F. Massey), yesterday. It was asked for an amendment to the Licensing Act, or the Amendment to the law, to permit the sale of liquor in the King Country. The deputation, which was introduced by Mr. C. K. Wilson, member for Taumarunui, was represented by Messrs. J. Coombs (Taumarunui), E. Martin (Te Kuiti), W. J. Glennie (Ohakune), and A. H. Wilkes (Ohakune). — [425, 374, 554, 482]
column-7 — [831, 46, 967, 1626]
paragraph: A pleasant evening, organised by Mrs. G. E. Bates, was held at the Pioneer Club last night, and was much enjoyed by members. Contributions to the programme were given by the following:—Mrs. D. G. Bates, recitations; Miss Westbrook, songs; Miss Kathleen Anderson, pianoforte solos; Miss Mack, violin solo. Mrs. Macdonald, who was warmly received, sang "The Rosary," and also contributed a song. Mrs. Maxwell, who was the accompanist, was thanked for her services. — [835, 884, 963, 975]
paragraph: At yesterday morning's meeting of the Municipal Conference the report of Mr. James Ingram (Wellington's returning officer) on a proposal to reform the method of making up the municipal rolls was referred to the executive committee of the association for consideration. — [971, 792, 1100, 842]
subhead-opening-door: Opening the Door for Libel. — [312, 478, 394, 487]
paragraph: Mr. Massey said the Bill was a good one. — [297, 1165, 405, 1173]
headline-municipal-rolls: THE MUNICIPAL ROLLS — [987, 753, 1084, 779]
paragraph: Sir Joseph Ward: I have been doing the right thing. — [153, 466, 281, 482]
subhead-sudden-deaths: SUDDEN DEATHS. — [1005, 320, 1066, 329]
subhead-motor-bill: THE MOTOR BILL. — [40, 78, 120, 88]
paragraph: Mr. Allen: What are you talking about? Ask your land tax? — [16, 1219, 144, 1235]
paragraph: Mr. Massey: I am inclined to think the hon. gentleman does not understand it. I have made a special study of the land tax and the graduated land tax. The graduated tax was lower on the lower stages and higher on unimproved values of £30,000 and upwards. There had been a readjust- — [16, 1422, 144, 1472]
headline-bible-in-schools: BIBLE-IN-SCHOOLS — [705, 50, 820, 62]
paragraph: Last night in the Chalmers electorate a remarkably successful meeting in support of the Referendum Bill was held in the Presbyterian Church, Port Chalmers. Although the weather was very stormy there was an attendance of about 150. The Rev. W. M. Grant, Congregational minister, presided, and there were also on the platform the ministers of the Presbyterian, Anglican and Methodist Churches, and the captain of the Salvation Army. The chairman spoke in terms of the highest praise of the Australian system of religious instruction. As the result of a long experience of the system he referred to its fairness and absence of sectarianism. — [698, 111, 827, 235]
column-4 — [422, 46, 558, 1626]
